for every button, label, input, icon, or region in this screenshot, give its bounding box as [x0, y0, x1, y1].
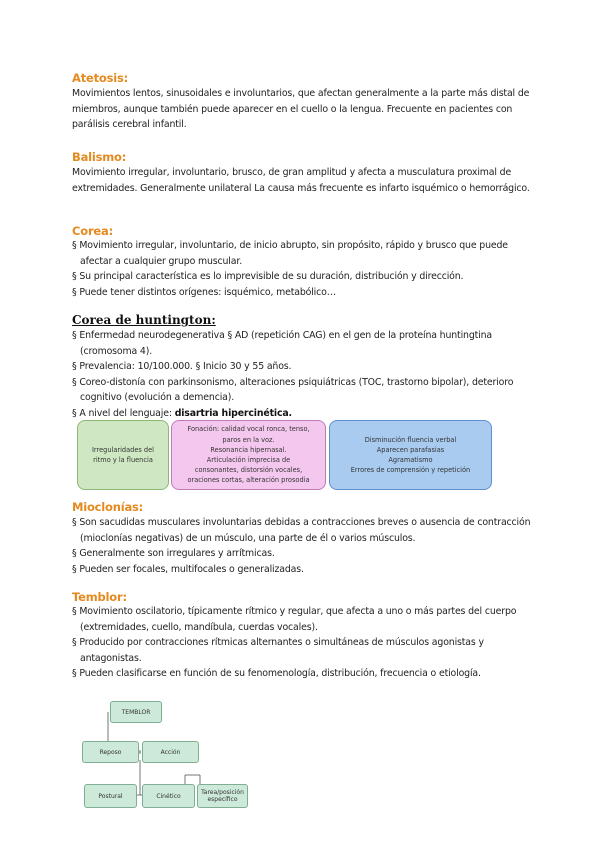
- mioclonias-heading: Mioclonías:: [72, 500, 144, 514]
- tree-node-line: específico: [207, 796, 238, 803]
- tree-node-tarea: [197, 784, 248, 808]
- tree-node-cinetico: Cinético: [142, 784, 195, 808]
- tree-node-accion: Acción: [142, 741, 199, 763]
- box-line: Irregularidades del: [91, 445, 155, 454]
- corea-item: § Su principal característica es lo imprevisible de su duración, distribución y dirección.: [72, 271, 464, 283]
- huntington-item: § Coreo-distonía con parkinsonismo, alteraciones psiquiátricas (TOC, trastorno bipolar), deterioro cognitivo (evolución a demencia).: [72, 376, 514, 404]
- corea-heading: Corea:: [72, 224, 113, 238]
- temblor-item: § Movimiento oscilatorio, típicamente rítmico y regular, que afecta a uno o más partes del cuerpo (extremidades, cuello, mandíbula, cuerdas vocales).: [72, 606, 517, 633]
- box-line: ritmo y la fluencia: [93, 456, 153, 464]
- tree-node-reposo: Reposo: [82, 741, 139, 763]
- balismo-heading: Balismo:: [72, 150, 127, 164]
- temblor-heading: Temblor:: [72, 590, 127, 604]
- mioclonias-item: § Son sacudidas musculares involuntarias debidas a contracciones breves o ausencia de contracción (mioclonías negativas) de un músculo, una parte de él o varios músculos.: [72, 517, 531, 544]
- box-line: Agramatismo: [388, 456, 433, 464]
- box-line: Articulación imprecisa de: [206, 456, 291, 464]
- box-line: Resonancia hipernasal.: [210, 445, 287, 454]
- huntington-item: § Enfermedad neurodegenerativa § AD (repetición CAG) en el gen de la proteína huntingtina (cromosoma 4).: [72, 330, 492, 357]
- huntington-heading: Corea de huntington:: [72, 313, 216, 327]
- tree-root: TEMBLOR: [110, 701, 162, 723]
- box-line: Fonación: calidad vocal ronca, tenso,: [187, 425, 310, 434]
- balismo-text: Movimiento irregular, involuntario, brusco, de gran amplitud y afecta a musculatura proximal de extremidades. Generalmente unilateral La causa más frecuente es infarto isquémico o hemorrágico.: [72, 167, 530, 194]
- mioclonias-item: § Pueden ser focales, multifocales o generalizadas.: [72, 563, 304, 575]
- box-line: Aparecen parafasias: [376, 445, 445, 454]
- box-line: Disminución fluencia verbal: [364, 435, 457, 444]
- box-line: Errores de comprensión y repetición: [350, 466, 471, 475]
- mioclonias-item: § Generalmente son irregulares y arrítmicas.: [72, 548, 275, 560]
- language-prefix: § A nivel del lenguaje:: [72, 407, 175, 419]
- huntington-item: § Prevalencia: 10/100.000. § Inicio 30 y 55 años.: [72, 361, 292, 373]
- atetosis-heading: Atetosis:: [72, 71, 129, 85]
- corea-item: § Movimiento irregular, involuntario, de inicio abrupto, sin propósito, rápido y brusco que puede afectar a cualquier grupo muscular.: [72, 240, 508, 267]
- atetosis-text: Movimientos lentos, sinusoidales e involuntarios, que afectan generalmente a la parte más distal de miembros, aunque también puede aparecer en el cuello o la lengua. Frecuente en pacientes con parálisis cerebral infantil.: [72, 88, 530, 131]
- tree-node-postural: Postural: [84, 784, 137, 808]
- language-bold: disartria hipercinética.: [174, 407, 292, 419]
- corea-item: § Puede tener distintos orígenes: isquémico, metabólico…: [72, 286, 336, 298]
- tree-node-line: Tarea/posición: [201, 789, 244, 796]
- temblor-item: § Producido por contracciones rítmicas alternantes o simultáneas de músculos agonistas y antagonistas.: [72, 637, 484, 664]
- box-line: oraciones cortas, alteración prosodia: [187, 476, 310, 485]
- box-line: paros en la voz.: [222, 435, 275, 444]
- box-line: consonantes, distorsión vocales,: [194, 466, 303, 475]
- temblor-item: § Pueden clasificarse en función de su fenomenología, distribución, frecuencia o etiología.: [72, 668, 481, 680]
